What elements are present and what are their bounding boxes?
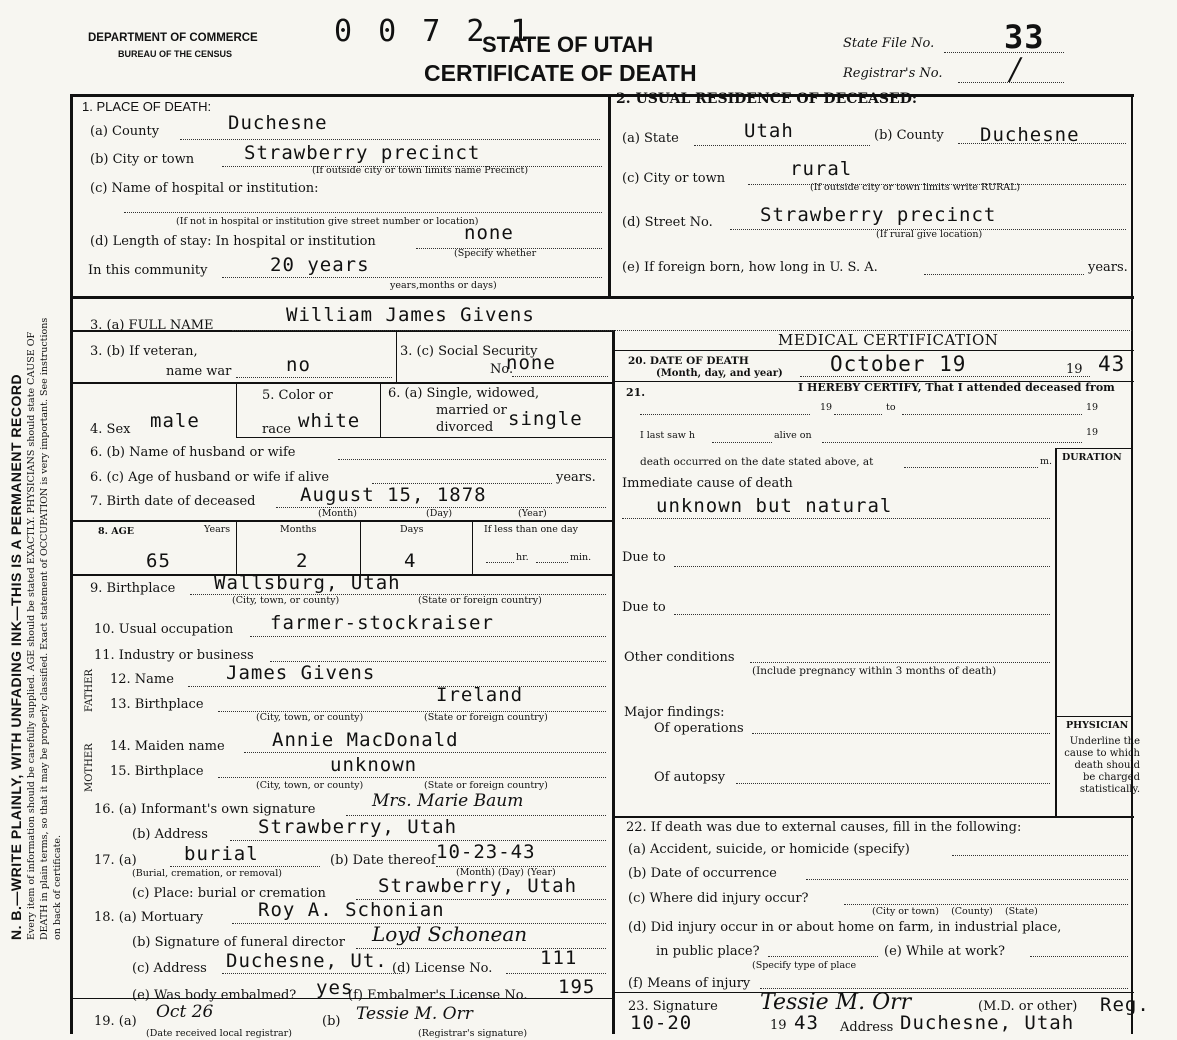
marital-label-3: divorced [436,420,494,435]
burial-value: burial [184,843,259,865]
registrar-no-value: / [1010,52,1021,87]
frame-right [1131,94,1133,1034]
accident-line [952,855,1128,856]
other-conditions-note: (Include pregnancy within 3 months of death) [752,665,997,677]
md-value: Reg. [1100,994,1150,1016]
burial-note: (Burial, cremation, or removal) [132,868,282,879]
birth-month-note: (Month) [318,508,357,519]
license-line [506,973,606,974]
margin-instruction-2: DEATH in plain terms, so that it may be properly classified. Exact statement of OCCUPATION is very important. See instructions [39,317,50,940]
occupation-label: 10. Usual occupation [94,622,234,637]
age-months-value: 2 [296,550,309,572]
full-name-value: William James Givens [286,304,535,326]
alive-on-line [822,442,1082,443]
signature-label: 23. Signature [628,999,718,1014]
marital-label-2: married or [436,403,507,418]
county-line [180,139,600,140]
age-hr-line [486,562,514,563]
res-state-value: Utah [744,120,794,142]
burial-line [170,866,320,867]
res-county-value: Duchesne [980,124,1080,146]
informant-label: 16. (a) Informant's own signature [94,802,316,817]
death-date-label-1: 20. DATE OF DEATH [628,355,749,367]
means-label: (f) Means of injury [628,976,751,991]
mother-side-label: MOTHER [84,743,95,792]
age-min-label: min. [570,552,592,563]
margin-instruction-1: Every item of information should be carefully supplied. AGE should be stated EXACTLY. PHYSICIANS should state CAUSE OF [26,331,37,940]
license-value: 111 [540,947,578,969]
age-col-3 [472,520,473,575]
signature-address-label: Address [840,1020,894,1035]
signature-date: 10-20 [630,1012,693,1034]
age-days-label: Days [400,524,424,535]
age-min-line [536,562,568,563]
father-birthplace-note-state: (State or foreign country) [424,712,548,723]
due-to-line-1 [674,566,1050,567]
birth-date-label: 7. Birth date of deceased [90,494,256,509]
res-state-label: (a) State [622,131,679,146]
county-value: Duchesne [228,112,328,134]
informant-address-line [230,840,606,841]
res-state-line [694,145,870,146]
ss-value: none [506,352,556,374]
autopsy-label: Of autopsy [654,770,726,785]
mother-name-label: 14. Maiden name [110,739,225,754]
immediate-cause-value: unknown but natural [656,495,893,517]
spouse-name-line [338,459,606,460]
last-saw-line [712,442,772,443]
registrar-signature: Tessie M. Orr [356,1004,473,1024]
ss-col [396,332,397,382]
ss-no-label: No. [490,362,514,377]
community-label: In this community [88,263,208,278]
death-occurred-label: death occurred on the date stated above, at [640,456,874,468]
physician-signature: Tessie M. Orr [760,990,912,1015]
mortuary-address-label: (c) Address [132,961,207,976]
physician-note: Underline the cause to which death should be charged statistically. [1064,736,1140,795]
death-year-value: 43 [1098,352,1126,376]
age-col-1 [236,520,237,575]
war-label: name war [166,364,232,379]
filing-date-note: (Date received local registrar) [146,1028,292,1039]
row-divider-3 [70,382,615,384]
md-label: (M.D. or other) [978,999,1078,1014]
res-foreign-label: (e) If foreign born, how long in U. S. A. [622,260,878,275]
spouse-age-label: 6. (c) Age of husband or wife if alive [90,470,330,485]
mother-birthplace-note-city: (City, town, or county) [256,780,364,791]
marital-label-1: 6. (a) Single, widowed, [388,386,540,401]
due-to-line-2 [674,614,1050,615]
father-birthplace-label: 13. Birthplace [110,697,204,712]
birth-year-note: (Year) [518,508,547,519]
margin-instruction-3: on back of certificate. [52,834,63,940]
row-divider-4 [70,520,615,522]
age-less-than-day-label: If less than one day [484,524,579,535]
means-line [760,988,1128,989]
burial-place-label: (c) Place: burial or cremation [132,886,326,901]
autopsy-line [736,783,1050,784]
certificate-title: CERTIFICATE OF DEATH [424,60,697,86]
frame-left [70,94,73,1034]
birthplace-note-city: (City, town, or county) [232,595,340,606]
stay-label: (d) Length of stay: In hospital or institution [90,234,376,249]
age-years-value: 65 [146,550,171,572]
physician-head-line [1055,716,1133,717]
immediate-line [622,518,1050,519]
other-conditions-line [750,662,1050,663]
accident-label: (a) Accident, suicide, or homicide (specify) [628,842,910,857]
alive-on-label: alive on [774,430,812,441]
burial-place-value: Strawberry, Utah [378,875,578,897]
where-label: (c) Where did injury occur? [628,891,809,906]
director-signature: Loyd Schonean [372,922,528,946]
signature-year-prefix: 19 [770,1018,787,1033]
father-birthplace-value: Ireland [436,684,524,706]
mother-birthplace-note-state: (State or foreign country) [424,780,548,791]
certify-text: I HEREBY CERTIFY, That I attended deceased from [798,381,1115,394]
date-thereof-value: 10-23-43 [436,841,536,863]
frame-top [70,94,1134,97]
res-city-label: (c) City or town [622,171,726,186]
spouse-age-suffix: years. [556,470,596,485]
birthplace-value: Wallsburg, Utah [214,572,401,594]
race-label: race [262,422,291,437]
community-value: 20 years [270,254,370,276]
row-divider-1 [70,296,1134,299]
father-side-label: FATHER [84,669,95,712]
director-signature-label: (b) Signature of funeral director [132,935,345,950]
state-file-label: State File No. [843,36,935,51]
birthplace-note-state: (State or foreign country) [418,595,542,606]
mortuary-address-value: Duchesne, Ut. [226,950,388,972]
cert-19-b: 19 [1086,402,1099,413]
mother-birthplace-value: unknown [330,754,418,776]
father-name-label: 12. Name [110,672,174,687]
death-occurred-line [904,467,1038,468]
bureau-label: BUREAU OF THE CENSUS [118,49,233,59]
home-label: (d) Did injury occur in or about home on farm, in industrial place, [628,920,1062,935]
death-date-value: October 19 [830,352,967,376]
city-label: (b) City or town [90,152,195,167]
mother-name-line [244,752,606,753]
age-years-label: Years [204,524,231,535]
hospital-note: (If not in hospital or institution give street number or location) [176,216,479,227]
informant-address-value: Strawberry, Utah [258,816,458,838]
full-name-label: 3. (a) FULL NAME [90,318,214,333]
mother-birthplace-line [218,777,606,778]
major-findings-label: Major findings: [624,705,725,720]
mortuary-value: Roy A. Schonian [258,899,445,921]
industry-label: 11. Industry or business [94,648,254,663]
work-label: (e) While at work? [884,944,1005,959]
signature-address: Duchesne, Utah [900,1012,1075,1034]
frame-mid-top [608,94,611,298]
registrar-signature-label: (b) [322,1014,341,1029]
res-county-label: (b) County [874,128,944,143]
where-line [844,904,1128,905]
cert-number: 21. [626,386,646,399]
death-year-prefix: 19 [1066,362,1083,377]
cert-line-b [834,414,882,415]
registrar-signature-note: (Registrar's signature) [418,1028,528,1039]
state-file-value: 33 [1004,18,1045,56]
residence-heading: 2. USUAL RESIDENCE OF DECEASED: [616,91,918,107]
mother-birthplace-label: 15. Birthplace [110,764,204,779]
birth-date-value: August 15, 1878 [300,484,487,506]
medical-bottom [614,816,1134,818]
immediate-cause-label: Immediate cause of death [622,476,793,491]
community-line [222,277,602,278]
registrar-no-label: Registrar's No. [843,66,943,81]
informant-signature: Mrs. Marie Baum [372,791,524,811]
sex-value: male [150,410,200,432]
father-name-value: James Givens [226,662,376,684]
filing-date: Oct 26 [156,1002,214,1022]
occupation-value: farmer-stockraiser [270,612,494,634]
operations-line [752,733,1050,734]
age-months-label: Months [280,524,317,535]
embalmed-value: yes [316,977,354,999]
cert-to: to [886,402,896,413]
duration-heading: DURATION [1062,452,1122,463]
war-line [236,377,392,378]
occupation-line [250,636,606,637]
ss-label: 3. (c) Social Security [400,344,538,359]
age-days-value: 4 [404,550,417,572]
sex-col-2 [380,382,381,438]
duration-head [1055,448,1133,449]
date-thereof-label: (b) Date thereof [330,853,436,868]
sex-col-1 [236,382,237,438]
res-street-value: Strawberry precinct [760,204,997,226]
res-city-value: rural [790,158,853,180]
res-foreign-suffix: years. [1088,260,1128,275]
city-value: Strawberry precinct [244,142,481,164]
department-label: DEPARTMENT OF COMMERCE [88,32,258,44]
res-city-note: (If outside city or town limits write RURAL) [810,182,1021,193]
medical-head-bottom [614,350,1134,351]
due-to-label-2: Due to [622,600,666,615]
stamp-number: 0 0 7 2 1 [334,14,533,49]
father-birthplace-note-city: (City, town, or county) [256,712,364,723]
hospital-line [124,212,602,213]
county-label: (a) County [90,124,160,139]
mortuary-address-line [222,973,402,974]
color-label: 5. Color or [262,388,333,403]
race-value: white [298,410,361,432]
embalmed-label: (e) Was body embalmed? [132,988,297,1003]
public-label: in public place? [656,944,760,959]
birth-day-note: (Day) [426,508,453,519]
sex-row-bottom [236,437,612,438]
marital-value: single [508,408,583,430]
community-note: years,months or days) [390,280,497,291]
res-street-label: (d) Street No. [622,215,713,230]
res-street-note: (If rural give location) [876,229,983,240]
mortuary-label: 18. (a) Mortuary [94,910,204,925]
death-date-line [800,376,1090,377]
mother-name-value: Annie MacDonald [272,729,459,751]
city-note: (If outside city or town limits name Precinct) [312,165,529,176]
operations-label: Of operations [654,721,744,736]
license-label: (d) License No. [392,961,493,976]
occurrence-line [806,879,1128,880]
death-date-label-2: (Month, day, and year) [656,368,783,379]
cert-19-a: 19 [820,402,833,413]
due-to-label-1: Due to [622,550,666,565]
date-thereof-note: (Month) (Day) (Year) [456,867,556,878]
father-name-line [188,686,606,687]
other-conditions-label: Other conditions [624,650,735,665]
burial-label: 17. (a) [94,853,137,868]
filing-label: 19. (a) [94,1014,137,1029]
informant-address-label: (b) Address [132,827,208,842]
place-of-death-heading: 1. PLACE OF DEATH: [82,99,212,114]
medical-heading: MEDICAL CERTIFICATION [778,331,999,349]
birthplace-label: 9. Birthplace [90,581,176,596]
res-foreign-line [924,274,1084,275]
spouse-name-label: 6. (b) Name of husband or wife [90,445,296,460]
sex-label: 4. Sex [90,422,131,437]
cert-line-c [902,414,1082,415]
mid-column [612,330,615,1034]
work-line [1030,956,1128,957]
age-hr-label: hr. [516,552,529,563]
age-label: 8. AGE [98,526,134,537]
physician-heading: PHYSICIAN [1066,720,1129,731]
occurrence-label: (b) Date of occurrence [628,866,777,881]
duration-col [1055,448,1057,816]
specify-note: (Specify whether [454,248,537,259]
ss-line [512,376,608,377]
specify-place-note: (Specify type of place [752,960,857,971]
stay-value: none [464,222,514,244]
cert-19-c: 19 [1086,427,1099,438]
margin-instruction-main: N. B.—WRITE PLAINLY, WITH UNFADING INK—THIS IS A PERMANENT RECORD [8,373,24,940]
external-heading: 22. If death was due to external causes, fill in the following: [626,820,1022,835]
embalmer-value: 195 [558,976,596,998]
war-value: no [286,354,311,376]
hospital-label: (c) Name of hospital or institution: [90,181,319,196]
embalmer-label: (f) Embalmer's License No. [348,988,528,1003]
where-note: (City or town) (County) (State) [872,906,1038,917]
death-occurred-m: m. [1040,456,1053,467]
age-col-2 [360,520,361,575]
last-saw-label: I last saw h [640,430,695,441]
cert-line-a [640,414,810,415]
veteran-label: 3. (b) If veteran, [90,344,198,359]
state-title: STATE OF UTAH [482,32,654,57]
public-line [768,956,878,957]
signature-year: 43 [794,1012,819,1034]
